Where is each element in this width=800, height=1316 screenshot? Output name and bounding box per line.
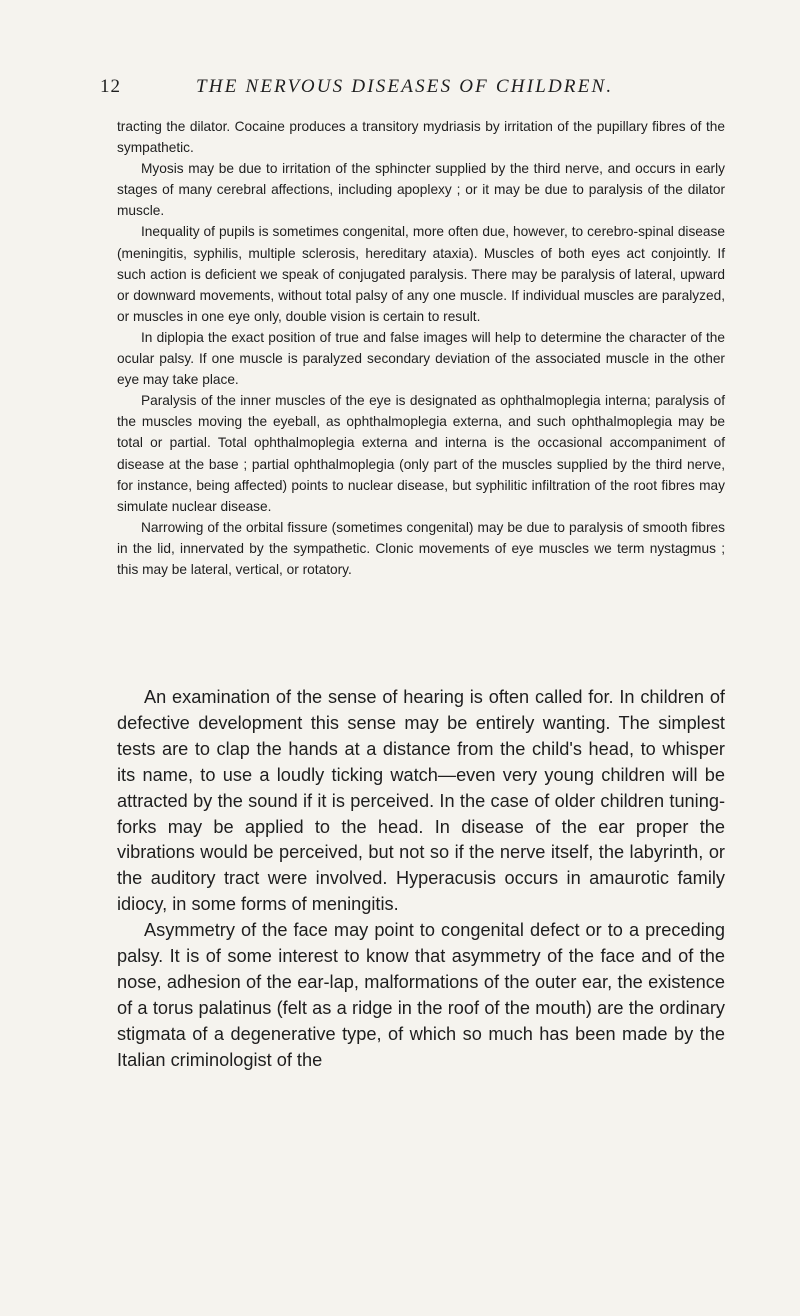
page-number: 12	[100, 76, 121, 97]
paragraph: Inequality of pupils is sometimes congenital, more often due, however, to cerebro-spinal disease (meningitis, syphilis, multiple sclerosis, hereditary ataxia). Muscles of both eyes act conjointly. If such action is deficient we speak of conjugated paralysis. There may be paralysis of lateral, upward or downward movements, without total palsy of any one muscle. If individual muscles are paralyzed, or muscles in one eye only, double vision is certain to result.	[117, 224, 725, 324]
paragraph: Asymmetry of the face may point to congenital defect or to a preceding palsy. It is of some interest to know that asymmetry of the face and of the nose, adhesion of the ear-lap, malformations of the outer ear, the existence of a torus palatinus (felt as a ridge in the roof of the mouth) are the ordinary stigmata of a degenerative type, of which so much has been made by the Italian criminologist of the	[117, 920, 725, 1070]
paragraph: An examination of the sense of hearing is often called for. In children of defective development this sense may be entirely wanting. The simplest tests are to clap the hands at a distance from the child's head, to whisper its name, to use a loudly ticking watch—even very young children will be attracted by the sound if it is perceived. In the case of older children tuning-forks may be applied to the head. In disease of the ear proper the vibrations would be perceived, but not so if the nerve itself, the labyrinth, or the auditory tract were involved. Hyperacusis occurs in amaurotic family idiocy, in some forms of meningitis.	[117, 687, 725, 915]
page-header	[100, 76, 740, 102]
paragraph: Myosis may be due to irritation of the sphincter supplied by the third nerve, and occurs in early stages of many cerebral affections, including apoplexy ; or it may be due to paralysis of the dilator muscle.	[117, 161, 725, 219]
running-title: THE NERVOUS DISEASES OF CHILDREN.	[196, 76, 614, 97]
paragraph: Paralysis of the inner muscles of the eye is designated as ophthalmoplegia interna; paralysis of the muscles moving the eyeball, as ophthalmoplegia externa, and such ophthalmoplegia may be total or partial. Total ophthalmoplegia externa and interna is the occasional accompaniment of disease at the base ; partial ophthalmoplegia (only part of the muscles supplied by the third nerve, for instance, being affected) points to nuclear disease, but syphilitic infiltration of the root fibres may simulate nuclear disease.	[117, 393, 725, 514]
paragraph: Narrowing of the orbital fissure (sometimes congenital) may be due to paralysis of smooth fibres in the lid, innervated by the sympathetic. Clonic movements of eye muscles we term nystagmus ; this may be lateral, vertical, or rotatory.	[117, 519, 725, 577]
paragraph: In diplopia the exact position of true and false images will help to determine the character of the ocular palsy. If one muscle is paralyzed secondary deviation of the associated muscle in the other eye may take place.	[117, 329, 725, 388]
small-print-section	[117, 116, 725, 580]
paragraph: tracting the dilator. Cocaine produces a transitory mydriasis by irritation of the pupillary fibres of the sympathetic.	[117, 119, 725, 156]
main-text-section	[117, 685, 725, 1074]
